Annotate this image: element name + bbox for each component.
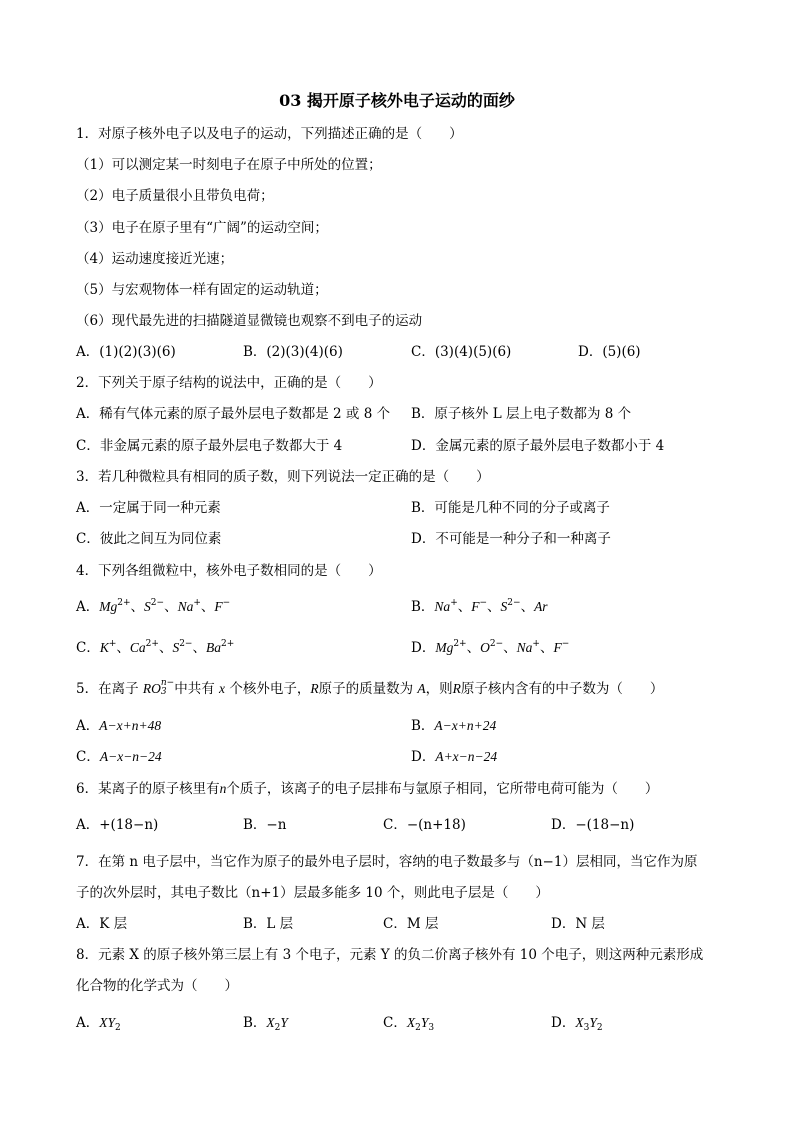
element-count: 2 bbox=[415, 1023, 421, 1033]
element-symbol: X bbox=[575, 1015, 584, 1030]
q8-option-b-formula bbox=[266, 1015, 288, 1031]
q8-option-a: A．$XY_2$ bbox=[76, 1015, 121, 1033]
q4-option-d bbox=[411, 639, 569, 657]
q2-stem: 2．下列关于原子结构的说法中，正确的是（ ） bbox=[76, 375, 382, 391]
q8-stem-line-2: 化合物的化学式为（ ） bbox=[76, 978, 238, 994]
ion-charge: 2− bbox=[179, 639, 193, 649]
q2-option-a: A．稀有气体元素的原子最外层电子数都是 2 或 8 个 bbox=[76, 406, 391, 422]
q1-item-4: （4）运动速度接近光速； bbox=[76, 251, 234, 267]
q8-stem-line-1: 8．元素 X 的原子核外第三层上有 3 个电子，元素 Y 的负二价离子核外有 10 个电子，则这两种元素形成 bbox=[76, 947, 704, 963]
element-symbol: Y bbox=[589, 1015, 597, 1030]
element-count: 3 bbox=[428, 1023, 435, 1033]
ion-charge: 2+ bbox=[117, 598, 131, 608]
page-title: 03 揭开原子核外电子运动的面纱 bbox=[279, 91, 515, 110]
q8-option-a-formula bbox=[99, 1015, 121, 1031]
q8-option-b: B．$X_2Y$ bbox=[243, 1015, 288, 1033]
ion-symbol: S bbox=[500, 599, 508, 614]
q5-ion: RO bbox=[142, 681, 161, 696]
element-symbol: Y bbox=[280, 1015, 288, 1030]
q7-stem-line-1: 7．在第 n 电子层中，当它作为原子的最外电子层时，容纳的电子数最多与（n−1）层相同，当它作为原 bbox=[76, 854, 698, 870]
q5-option-a: A．A−x+n+48 bbox=[76, 718, 162, 734]
q3-option-b: B．可能是几种不同的分子或离子 bbox=[411, 500, 610, 516]
q1-item-6: （6）现代最先进的扫描隧道显微镜也观察不到电子的运动 bbox=[76, 313, 423, 329]
q8-option-d: D．$X_3Y_2$ bbox=[551, 1015, 603, 1033]
q4-option-a bbox=[76, 598, 230, 616]
q4-option-c-ions: K+、$Ca^{2+}$、$S^{2-}$、$Ba^{2+}$ bbox=[99, 639, 235, 656]
q3-option-a: A．一定属于同一种元素 bbox=[76, 500, 221, 516]
q4-option-c bbox=[76, 639, 234, 657]
ion-symbol: K bbox=[99, 640, 109, 655]
q1-item-3: （3）电子在原子里有“广阔”的运动空间； bbox=[76, 220, 328, 236]
q5-option-d: D．A+x−n−24 bbox=[411, 749, 498, 765]
q1-item-5: （5）与宏观物体一样有固定的运动轨道； bbox=[76, 282, 328, 298]
ion-charge: + bbox=[193, 598, 201, 608]
q4-stem: 4．下列各组微粒中，核外电子数相同的是（ ） bbox=[76, 563, 382, 579]
ion-symbol: O bbox=[480, 640, 490, 655]
q4-option-b-ions: Na+、F−、$S^{2-}$、Ar bbox=[434, 598, 548, 615]
q1-option-a: A．(1)(2)(3)(6) bbox=[76, 344, 176, 360]
q4-option-d-label: D． bbox=[411, 640, 436, 656]
ion-symbol: S bbox=[144, 599, 151, 614]
ion-symbol: Ca bbox=[129, 640, 146, 655]
q6-option-b: B．−n bbox=[243, 817, 287, 833]
q3-option-c: C．彼此之间互为同位素 bbox=[76, 531, 222, 547]
q4-option-a-ions: $Mg^{2+}$、$S^{2-}$、Na+、F− bbox=[99, 598, 231, 615]
q5-option-c: C．A−x−n−24 bbox=[76, 749, 162, 765]
q8-option-c: C．$X_2Y_3$ bbox=[383, 1015, 435, 1033]
q7-option-b: B．L 层 bbox=[243, 916, 294, 932]
q4-option-d-ions: $Mg^{2+}$、$O^{2-}$、Na+、F− bbox=[435, 639, 570, 656]
ion-charge: 2+ bbox=[220, 639, 235, 649]
element-count: 2 bbox=[115, 1023, 121, 1033]
q2-option-c: C．非金属元素的原子最外层电子数都大于 4 bbox=[76, 438, 343, 454]
q3-option-d: D．不可能是一种分子和一种离子 bbox=[411, 531, 611, 547]
q1-option-b: B．(2)(3)(4)(6) bbox=[243, 344, 343, 360]
q7-option-a: A．K 层 bbox=[76, 916, 128, 932]
q4-option-c-label: C． bbox=[76, 640, 100, 656]
q6-stem: 6．某离子的原子核里有n个质子，该离子的电子层排布与氩原子相同，它所带电荷可能为（ ） bbox=[76, 781, 659, 797]
ion-charge: − bbox=[561, 639, 570, 649]
ion-charge: 2− bbox=[507, 598, 521, 608]
element-count: 2 bbox=[596, 1023, 603, 1033]
q8-option-d-formula bbox=[575, 1015, 602, 1031]
ion-symbol: F bbox=[471, 599, 480, 614]
element-symbol: X bbox=[99, 1015, 108, 1030]
element-count: 3 bbox=[583, 1023, 590, 1033]
q7-option-d: D．N 层 bbox=[551, 916, 605, 932]
element-symbol: X bbox=[266, 1015, 275, 1030]
ion-symbol: Mg bbox=[99, 599, 118, 614]
ion-charge: 2+ bbox=[453, 639, 467, 649]
element-count: 2 bbox=[274, 1023, 281, 1033]
q1-item-1: （1）可以测定某一时刻电子在原子中所处的位置； bbox=[76, 157, 382, 173]
ion-symbol: Mg bbox=[435, 640, 454, 655]
q1-option-d: D．(5)(6) bbox=[578, 344, 641, 360]
q1-item-2: （2）电子质量很小且带负电荷； bbox=[76, 188, 274, 204]
ion-charge: − bbox=[222, 598, 231, 608]
q1-option-c: C．(3)(4)(5)(6) bbox=[411, 344, 512, 360]
q6-option-d: D．−(18−n) bbox=[551, 817, 635, 833]
q8-option-c-formula bbox=[407, 1015, 434, 1031]
element-symbol: X bbox=[406, 1015, 416, 1030]
q5-option-b: B．A−x+n+24 bbox=[411, 718, 497, 734]
ion-charge: 2− bbox=[150, 598, 165, 608]
ion-charge: + bbox=[108, 639, 117, 649]
ion-symbol: F bbox=[214, 599, 223, 614]
q6-option-c: C．−(n+18) bbox=[383, 817, 466, 833]
q3-stem: 3．若几种微粒具有相同的质子数，则下列说法一定正确的是（ ） bbox=[76, 469, 490, 485]
ion-symbol: S bbox=[172, 640, 180, 655]
ion-symbol: Na bbox=[434, 599, 451, 614]
ion-symbol: Na bbox=[177, 599, 194, 614]
q2-option-b: B．原子核外 L 层上电子数都为 8 个 bbox=[411, 406, 632, 422]
q2-option-d: D．金属元素的原子最外层电子数都小于 4 bbox=[411, 438, 665, 454]
element-symbol: Y bbox=[107, 1015, 116, 1030]
ion-charge: − bbox=[479, 598, 488, 608]
q6-option-a: A．+(18−n) bbox=[76, 817, 159, 833]
q4-option-b-label: B． bbox=[411, 599, 435, 615]
q7-option-c: C．M 层 bbox=[383, 916, 439, 932]
q1-stem: 1．对原子核外电子以及电子的运动，下列描述正确的是（ ） bbox=[76, 126, 463, 142]
ion-symbol: Na bbox=[516, 640, 533, 655]
ion-charge: 2+ bbox=[145, 639, 159, 649]
q7-stem-line-2: 子的次外层时，其电子数比（n+1）层最多能多 10 个，则此电子层是（ ） bbox=[76, 885, 549, 901]
ion-symbol: Ba bbox=[205, 640, 221, 655]
ion-charge: + bbox=[450, 598, 458, 608]
ion-symbol: F bbox=[553, 640, 562, 655]
q4-option-a-label: A． bbox=[76, 599, 100, 615]
q4-option-b bbox=[411, 598, 548, 616]
q5-stem: 5．在离子 RO n− 3 中共有 x 个核外电子，R原子的质量数为 A，则R原子核内含有的中子数为（ ） bbox=[76, 677, 664, 697]
element-symbol: Y bbox=[420, 1015, 429, 1030]
ion-symbol: Ar bbox=[534, 599, 548, 614]
ion-charge: 2− bbox=[489, 639, 504, 649]
ion-charge: + bbox=[532, 639, 540, 649]
